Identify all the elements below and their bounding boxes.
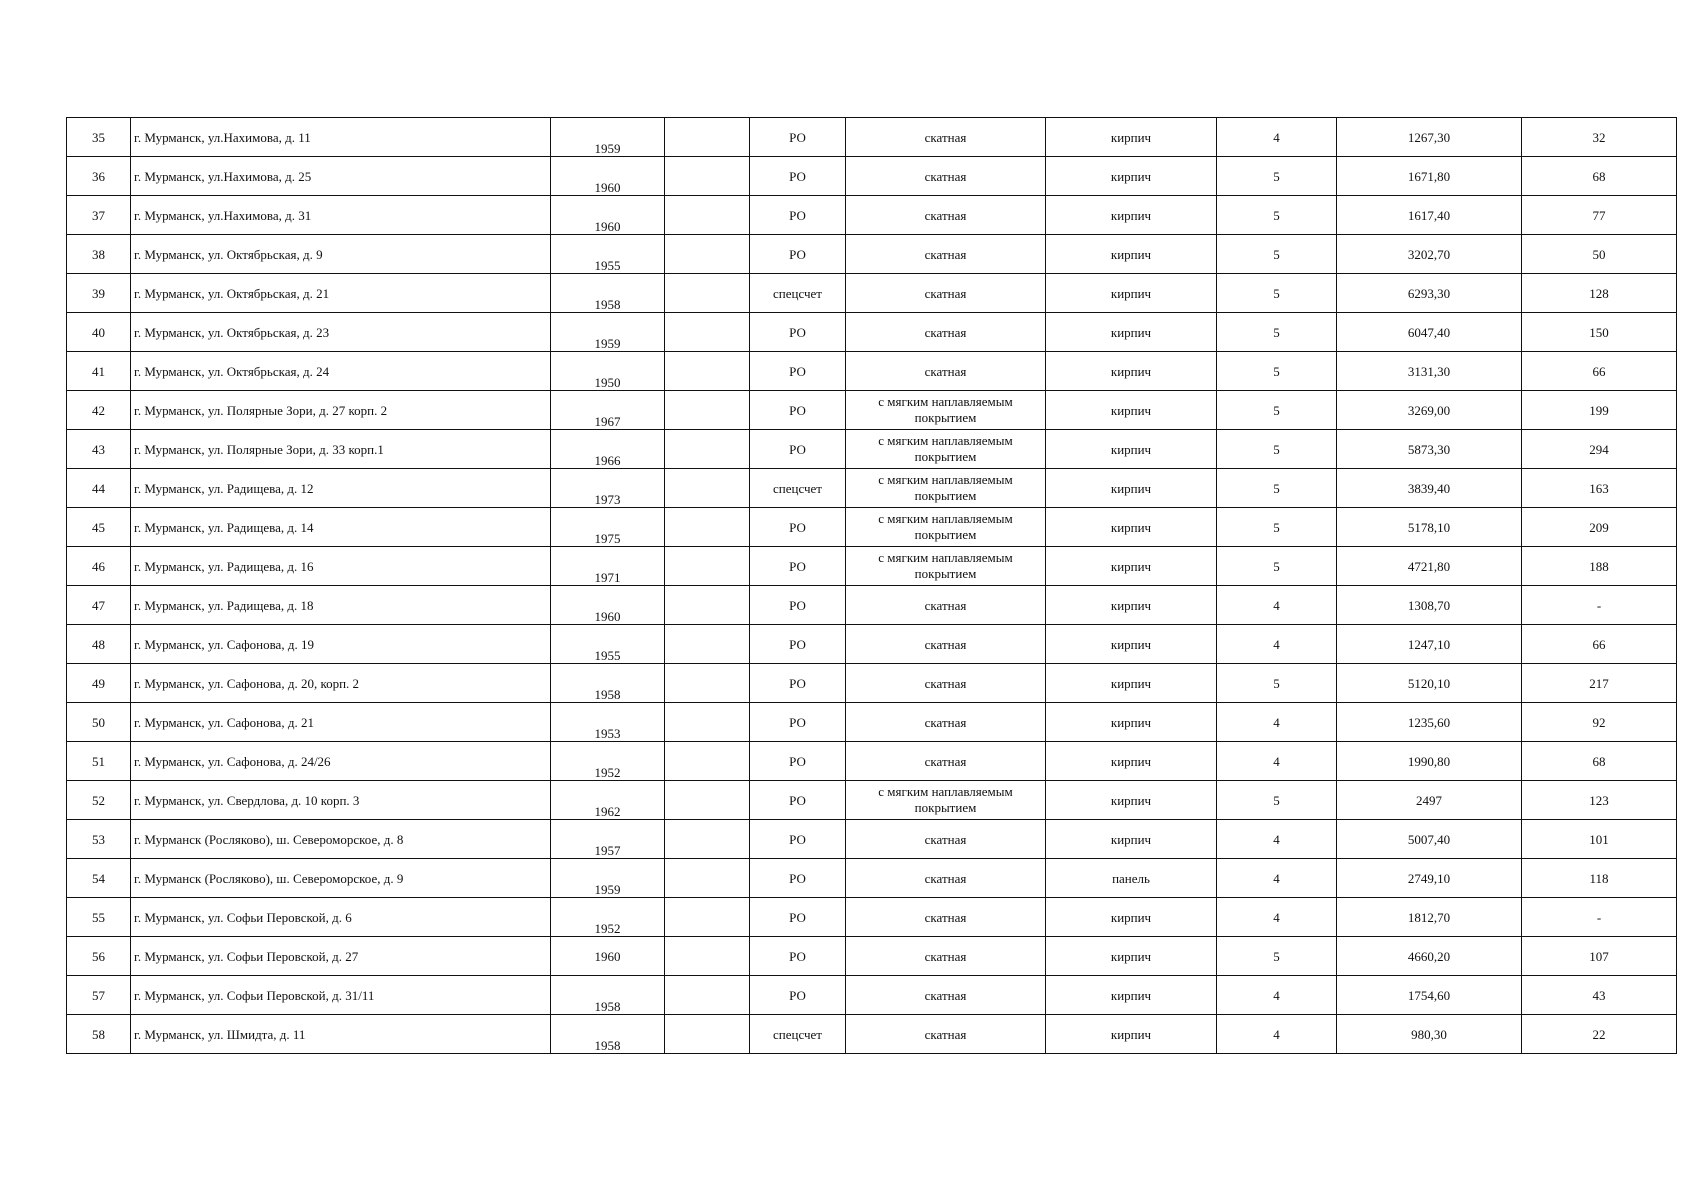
year-cell: 1959 (551, 313, 665, 352)
area-cell: 6047,40 (1337, 313, 1522, 352)
fund-cell: РО (750, 235, 846, 274)
row-number: 39 (67, 274, 131, 313)
address-cell: г. Мурманск, ул. Октябрьская, д. 23 (131, 313, 551, 352)
area-cell: 980,30 (1337, 1015, 1522, 1054)
area-cell: 1247,10 (1337, 625, 1522, 664)
table-row (67, 976, 1677, 1015)
area-cell: 3269,00 (1337, 391, 1522, 430)
wall-material-cell: кирпич (1046, 157, 1217, 196)
empty-cell (665, 937, 750, 976)
table-row (67, 625, 1677, 664)
area-cell: 1990,80 (1337, 742, 1522, 781)
address-cell: г. Мурманск, ул. Софьи Перовской, д. 6 (131, 898, 551, 937)
wall-material-cell: кирпич (1046, 235, 1217, 274)
table-row (67, 118, 1677, 157)
residents-cell: 101 (1522, 820, 1677, 859)
area-cell: 3839,40 (1337, 469, 1522, 508)
empty-cell (665, 508, 750, 547)
empty-cell (665, 274, 750, 313)
year-cell: 1957 (551, 820, 665, 859)
roof-type-cell: скатная (846, 664, 1046, 703)
roof-type-cell: скатная (846, 742, 1046, 781)
fund-cell: РО (750, 664, 846, 703)
year-cell: 1967 (551, 391, 665, 430)
row-number: 37 (67, 196, 131, 235)
address-cell: г. Мурманск, ул. Радищева, д. 16 (131, 547, 551, 586)
row-number: 52 (67, 781, 131, 820)
wall-material-cell: кирпич (1046, 469, 1217, 508)
year-cell: 1950 (551, 352, 665, 391)
empty-cell (665, 430, 750, 469)
year-cell: 1952 (551, 742, 665, 781)
table-row (67, 820, 1677, 859)
fund-cell: РО (750, 196, 846, 235)
wall-material-cell: кирпич (1046, 391, 1217, 430)
area-cell: 6293,30 (1337, 274, 1522, 313)
table-row (67, 196, 1677, 235)
floors-cell: 4 (1217, 703, 1337, 742)
residents-cell: 123 (1522, 781, 1677, 820)
roof-type-cell: скатная (846, 313, 1046, 352)
address-cell: г. Мурманск, ул. Софьи Перовской, д. 27 (131, 937, 551, 976)
residents-cell: 77 (1522, 196, 1677, 235)
floors-cell: 5 (1217, 547, 1337, 586)
area-cell: 1267,30 (1337, 118, 1522, 157)
fund-cell: РО (750, 586, 846, 625)
year-cell: 1959 (551, 118, 665, 157)
wall-material-cell: кирпич (1046, 742, 1217, 781)
table-row (67, 391, 1677, 430)
floors-cell: 5 (1217, 664, 1337, 703)
roof-type-cell: с мягким наплавляемым покрытием (846, 781, 1046, 820)
fund-cell: РО (750, 118, 846, 157)
row-number: 58 (67, 1015, 131, 1054)
row-number: 38 (67, 235, 131, 274)
roof-type-cell: скатная (846, 235, 1046, 274)
floors-cell: 4 (1217, 820, 1337, 859)
fund-cell: РО (750, 742, 846, 781)
roof-type-cell: с мягким наплавляемым покрытием (846, 430, 1046, 469)
area-cell: 5178,10 (1337, 508, 1522, 547)
year-cell: 1952 (551, 898, 665, 937)
address-cell: г. Мурманск, ул.Нахимова, д. 11 (131, 118, 551, 157)
floors-cell: 5 (1217, 937, 1337, 976)
empty-cell (665, 157, 750, 196)
empty-cell (665, 1015, 750, 1054)
row-number: 49 (67, 664, 131, 703)
residents-cell: 66 (1522, 625, 1677, 664)
fund-cell: РО (750, 781, 846, 820)
year-cell: 1958 (551, 664, 665, 703)
area-cell: 5120,10 (1337, 664, 1522, 703)
address-cell: г. Мурманск, ул. Радищева, д. 14 (131, 508, 551, 547)
table-row (67, 781, 1677, 820)
empty-cell (665, 391, 750, 430)
roof-type-cell: скатная (846, 196, 1046, 235)
row-number: 47 (67, 586, 131, 625)
floors-cell: 5 (1217, 391, 1337, 430)
fund-cell: РО (750, 898, 846, 937)
address-cell: г. Мурманск, ул. Сафонова, д. 24/26 (131, 742, 551, 781)
empty-cell (665, 547, 750, 586)
roof-type-cell: скатная (846, 937, 1046, 976)
area-cell: 1617,40 (1337, 196, 1522, 235)
floors-cell: 5 (1217, 508, 1337, 547)
roof-type-cell: скатная (846, 274, 1046, 313)
year-cell: 1971 (551, 547, 665, 586)
floors-cell: 5 (1217, 196, 1337, 235)
row-number: 46 (67, 547, 131, 586)
area-cell: 2749,10 (1337, 859, 1522, 898)
table-row (67, 703, 1677, 742)
floors-cell: 5 (1217, 352, 1337, 391)
empty-cell (665, 703, 750, 742)
table-row (67, 1015, 1677, 1054)
residents-cell: - (1522, 586, 1677, 625)
row-number: 42 (67, 391, 131, 430)
residents-cell: 68 (1522, 742, 1677, 781)
wall-material-cell: кирпич (1046, 313, 1217, 352)
area-cell: 1308,70 (1337, 586, 1522, 625)
wall-material-cell: панель (1046, 859, 1217, 898)
roof-type-cell: с мягким наплавляемым покрытием (846, 469, 1046, 508)
roof-type-cell: скатная (846, 820, 1046, 859)
fund-cell: спецсчет (750, 1015, 846, 1054)
year-cell: 1958 (551, 976, 665, 1015)
area-cell: 4721,80 (1337, 547, 1522, 586)
empty-cell (665, 235, 750, 274)
empty-cell (665, 859, 750, 898)
floors-cell: 5 (1217, 313, 1337, 352)
row-number: 36 (67, 157, 131, 196)
table-row (67, 664, 1677, 703)
area-cell: 2497 (1337, 781, 1522, 820)
wall-material-cell: кирпич (1046, 118, 1217, 157)
floors-cell: 4 (1217, 742, 1337, 781)
residents-cell: 209 (1522, 508, 1677, 547)
floors-cell: 5 (1217, 469, 1337, 508)
row-number: 43 (67, 430, 131, 469)
residents-cell: 294 (1522, 430, 1677, 469)
residents-cell: - (1522, 898, 1677, 937)
wall-material-cell: кирпич (1046, 820, 1217, 859)
roof-type-cell: скатная (846, 976, 1046, 1015)
wall-material-cell: кирпич (1046, 703, 1217, 742)
row-number: 53 (67, 820, 131, 859)
residents-cell: 118 (1522, 859, 1677, 898)
fund-cell: РО (750, 625, 846, 664)
year-cell: 1955 (551, 625, 665, 664)
row-number: 50 (67, 703, 131, 742)
floors-cell: 5 (1217, 157, 1337, 196)
year-cell: 1973 (551, 469, 665, 508)
empty-cell (665, 586, 750, 625)
fund-cell: РО (750, 937, 846, 976)
address-cell: г. Мурманск, ул. Радищева, д. 12 (131, 469, 551, 508)
table-row (67, 742, 1677, 781)
year-cell: 1953 (551, 703, 665, 742)
fund-cell: РО (750, 703, 846, 742)
area-cell: 5007,40 (1337, 820, 1522, 859)
table-row (67, 547, 1677, 586)
row-number: 40 (67, 313, 131, 352)
address-cell: г. Мурманск, ул. Радищева, д. 18 (131, 586, 551, 625)
empty-cell (665, 664, 750, 703)
address-cell: г. Мурманск, ул.Нахимова, д. 25 (131, 157, 551, 196)
floors-cell: 4 (1217, 859, 1337, 898)
empty-cell (665, 118, 750, 157)
year-cell: 1960 (551, 196, 665, 235)
fund-cell: РО (750, 976, 846, 1015)
year-cell: 1960 (551, 157, 665, 196)
address-cell: г. Мурманск, ул. Свердлова, д. 10 корп. 3 (131, 781, 551, 820)
roof-type-cell: скатная (846, 157, 1046, 196)
roof-type-cell: с мягким наплавляемым покрытием (846, 508, 1046, 547)
roof-type-cell: скатная (846, 898, 1046, 937)
empty-cell (665, 313, 750, 352)
table-row (67, 898, 1677, 937)
floors-cell: 4 (1217, 625, 1337, 664)
year-cell: 1966 (551, 430, 665, 469)
year-cell: 1962 (551, 781, 665, 820)
residents-cell: 92 (1522, 703, 1677, 742)
year-cell: 1958 (551, 1015, 665, 1054)
table-row (67, 157, 1677, 196)
wall-material-cell: кирпич (1046, 508, 1217, 547)
year-cell: 1958 (551, 274, 665, 313)
housing-table (66, 117, 1677, 1054)
wall-material-cell: кирпич (1046, 937, 1217, 976)
wall-material-cell: кирпич (1046, 976, 1217, 1015)
empty-cell (665, 781, 750, 820)
roof-type-cell: скатная (846, 118, 1046, 157)
wall-material-cell: кирпич (1046, 898, 1217, 937)
address-cell: г. Мурманск, ул. Сафонова, д. 21 (131, 703, 551, 742)
address-cell: г. Мурманск, ул. Шмидта, д. 11 (131, 1015, 551, 1054)
floors-cell: 5 (1217, 781, 1337, 820)
fund-cell: РО (750, 547, 846, 586)
empty-cell (665, 742, 750, 781)
residents-cell: 68 (1522, 157, 1677, 196)
floors-cell: 4 (1217, 586, 1337, 625)
row-number: 44 (67, 469, 131, 508)
wall-material-cell: кирпич (1046, 547, 1217, 586)
roof-type-cell: с мягким наплавляемым покрытием (846, 547, 1046, 586)
address-cell: г. Мурманск, ул. Сафонова, д. 20, корп. 2 (131, 664, 551, 703)
row-number: 56 (67, 937, 131, 976)
empty-cell (665, 625, 750, 664)
residents-cell: 22 (1522, 1015, 1677, 1054)
empty-cell (665, 469, 750, 508)
residents-cell: 128 (1522, 274, 1677, 313)
address-cell: г. Мурманск, ул. Полярные Зори, д. 33 корп.1 (131, 430, 551, 469)
area-cell: 1754,60 (1337, 976, 1522, 1015)
row-number: 54 (67, 859, 131, 898)
wall-material-cell: кирпич (1046, 196, 1217, 235)
year-cell: 1975 (551, 508, 665, 547)
fund-cell: спецсчет (750, 469, 846, 508)
fund-cell: РО (750, 157, 846, 196)
floors-cell: 4 (1217, 898, 1337, 937)
wall-material-cell: кирпич (1046, 274, 1217, 313)
floors-cell: 5 (1217, 274, 1337, 313)
residents-cell: 217 (1522, 664, 1677, 703)
empty-cell (665, 898, 750, 937)
row-number: 51 (67, 742, 131, 781)
table-row (67, 469, 1677, 508)
table-row (67, 937, 1677, 976)
area-cell: 1671,80 (1337, 157, 1522, 196)
fund-cell: РО (750, 508, 846, 547)
table-row (67, 313, 1677, 352)
roof-type-cell: с мягким наплавляемым покрытием (846, 391, 1046, 430)
residents-cell: 150 (1522, 313, 1677, 352)
area-cell: 4660,20 (1337, 937, 1522, 976)
table-row (67, 859, 1677, 898)
row-number: 55 (67, 898, 131, 937)
roof-type-cell: скатная (846, 625, 1046, 664)
row-number: 57 (67, 976, 131, 1015)
row-number: 48 (67, 625, 131, 664)
fund-cell: РО (750, 859, 846, 898)
year-cell: 1960 (551, 937, 665, 976)
row-number: 41 (67, 352, 131, 391)
area-cell: 3202,70 (1337, 235, 1522, 274)
area-cell: 5873,30 (1337, 430, 1522, 469)
table-body (67, 118, 1677, 1054)
year-cell: 1955 (551, 235, 665, 274)
fund-cell: РО (750, 352, 846, 391)
table-row (67, 274, 1677, 313)
table-row (67, 235, 1677, 274)
residents-cell: 50 (1522, 235, 1677, 274)
row-number: 35 (67, 118, 131, 157)
fund-cell: РО (750, 391, 846, 430)
year-cell: 1959 (551, 859, 665, 898)
empty-cell (665, 820, 750, 859)
area-cell: 3131,30 (1337, 352, 1522, 391)
floors-cell: 5 (1217, 430, 1337, 469)
wall-material-cell: кирпич (1046, 625, 1217, 664)
address-cell: г. Мурманск, ул. Октябрьская, д. 21 (131, 274, 551, 313)
address-cell: г. Мурманск, ул. Полярные Зори, д. 27 корп. 2 (131, 391, 551, 430)
roof-type-cell: скатная (846, 703, 1046, 742)
table-row (67, 430, 1677, 469)
residents-cell: 199 (1522, 391, 1677, 430)
wall-material-cell: кирпич (1046, 430, 1217, 469)
address-cell: г. Мурманск (Росляково), ш. Североморское, д. 9 (131, 859, 551, 898)
residents-cell: 163 (1522, 469, 1677, 508)
wall-material-cell: кирпич (1046, 664, 1217, 703)
wall-material-cell: кирпич (1046, 781, 1217, 820)
floors-cell: 4 (1217, 1015, 1337, 1054)
address-cell: г. Мурманск, ул. Октябрьская, д. 9 (131, 235, 551, 274)
floors-cell: 4 (1217, 118, 1337, 157)
area-cell: 1235,60 (1337, 703, 1522, 742)
wall-material-cell: кирпич (1046, 352, 1217, 391)
residents-cell: 188 (1522, 547, 1677, 586)
address-cell: г. Мурманск, ул.Нахимова, д. 31 (131, 196, 551, 235)
roof-type-cell: скатная (846, 859, 1046, 898)
address-cell: г. Мурманск, ул. Софьи Перовской, д. 31/11 (131, 976, 551, 1015)
roof-type-cell: скатная (846, 352, 1046, 391)
fund-cell: РО (750, 430, 846, 469)
floors-cell: 5 (1217, 235, 1337, 274)
roof-type-cell: скатная (846, 586, 1046, 625)
empty-cell (665, 196, 750, 235)
address-cell: г. Мурманск, ул. Сафонова, д. 19 (131, 625, 551, 664)
residents-cell: 66 (1522, 352, 1677, 391)
fund-cell: спецсчет (750, 274, 846, 313)
fund-cell: РО (750, 313, 846, 352)
floors-cell: 4 (1217, 976, 1337, 1015)
year-cell: 1960 (551, 586, 665, 625)
empty-cell (665, 352, 750, 391)
fund-cell: РО (750, 820, 846, 859)
table-row (67, 352, 1677, 391)
wall-material-cell: кирпич (1046, 586, 1217, 625)
area-cell: 1812,70 (1337, 898, 1522, 937)
residents-cell: 43 (1522, 976, 1677, 1015)
table-row (67, 586, 1677, 625)
residents-cell: 107 (1522, 937, 1677, 976)
address-cell: г. Мурманск, ул. Октябрьская, д. 24 (131, 352, 551, 391)
row-number: 45 (67, 508, 131, 547)
wall-material-cell: кирпич (1046, 1015, 1217, 1054)
table-row (67, 508, 1677, 547)
empty-cell (665, 976, 750, 1015)
roof-type-cell: скатная (846, 1015, 1046, 1054)
residents-cell: 32 (1522, 118, 1677, 157)
address-cell: г. Мурманск (Росляково), ш. Североморское, д. 8 (131, 820, 551, 859)
